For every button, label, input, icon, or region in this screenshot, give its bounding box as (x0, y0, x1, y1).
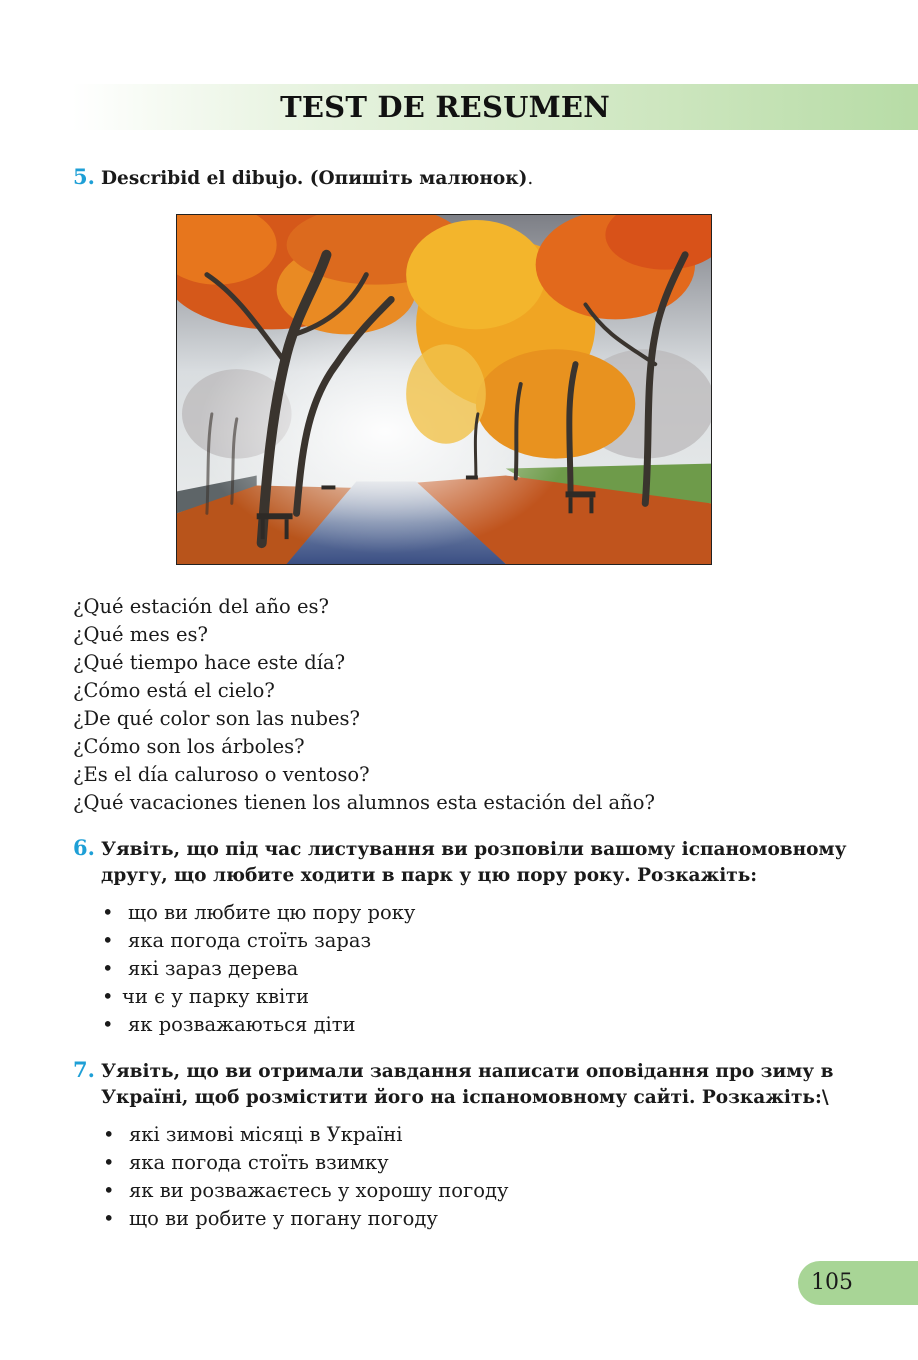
list-item-text: які зимові місяці в Україні (129, 1123, 403, 1146)
list-item-text: яка погода стоїть зараз (128, 929, 372, 952)
task-instruction-end: . (527, 168, 534, 189)
list-item-text: яка погода стоїть взимку (129, 1151, 389, 1174)
question-item: ¿Es el día caluroso o ventoso? (73, 763, 370, 786)
page-number: 105 (811, 1270, 853, 1295)
question-item: ¿Cómo está el cielo? (73, 679, 275, 702)
task-7-list (101, 1121, 508, 1233)
task-6 (73, 835, 853, 889)
list-item (100, 983, 415, 1011)
task-5 (73, 164, 533, 192)
bullet-icon: • (102, 985, 114, 1008)
task-number: 6. (73, 835, 95, 860)
bullet-icon: • (102, 929, 114, 952)
list-item (100, 1011, 415, 1039)
task-instruction-line-2: Україні, щоб розмістити його на іспаномовному сайті. Розкажіть:\ (101, 1087, 829, 1108)
bullet-icon: • (102, 901, 114, 924)
task-number: 7. (73, 1057, 95, 1082)
bullet-icon: • (102, 1013, 114, 1036)
task-instruction: Describid el dibujo. (Опишіть малюнок) (101, 168, 528, 189)
list-item (101, 1205, 508, 1233)
list-item (100, 927, 415, 955)
bullet-icon: • (103, 1179, 115, 1202)
question-list (73, 593, 655, 817)
bullet-icon: • (103, 1123, 115, 1146)
list-item-text: як розважаються діти (128, 1013, 356, 1036)
question-item: ¿Qué mes es? (73, 623, 208, 646)
list-item-text: як ви розважаєтесь у хорошу погоду (129, 1179, 509, 1202)
autumn-park-painting-icon (177, 215, 711, 564)
list-item (101, 1149, 508, 1177)
page-title: TEST DE RESUMEN (280, 90, 610, 124)
list-item (101, 1177, 508, 1205)
task-number: 5. (73, 164, 95, 189)
question-item: ¿Qué estación del año es? (73, 595, 329, 618)
list-item-text: що ви любите цю пору року (128, 901, 416, 924)
list-item-text: чи є у парку квіти (122, 985, 310, 1008)
bullet-icon: • (102, 957, 114, 980)
list-item-text: які зараз дерева (128, 957, 299, 980)
question-item: ¿Cómo son los árboles? (73, 735, 305, 758)
question-item: ¿Qué vacaciones tienen los alumnos esta estación del año? (73, 791, 655, 814)
bullet-icon: • (103, 1207, 115, 1230)
bullet-icon: • (103, 1151, 115, 1174)
list-item-text: що ви робите у погану погоду (129, 1207, 438, 1230)
list-item (101, 1121, 508, 1149)
task-instruction-line-1: Уявіть, що під час листування ви розповіли вашому іспаномовному (101, 839, 847, 860)
question-item: ¿De qué color son las nubes? (73, 707, 360, 730)
list-item (100, 955, 415, 983)
task-6-list (100, 899, 415, 1039)
autumn-park-picture (176, 214, 712, 565)
task-7 (73, 1057, 853, 1111)
list-item (100, 899, 415, 927)
task-instruction-line-2: другу, що любите ходити в парк у цю пору року. Розкажіть: (101, 865, 758, 886)
task-instruction-line-1: Уявіть, що ви отримали завдання написати оповідання про зиму в (101, 1061, 834, 1082)
question-item: ¿Qué tiempo hace este día? (73, 651, 346, 674)
